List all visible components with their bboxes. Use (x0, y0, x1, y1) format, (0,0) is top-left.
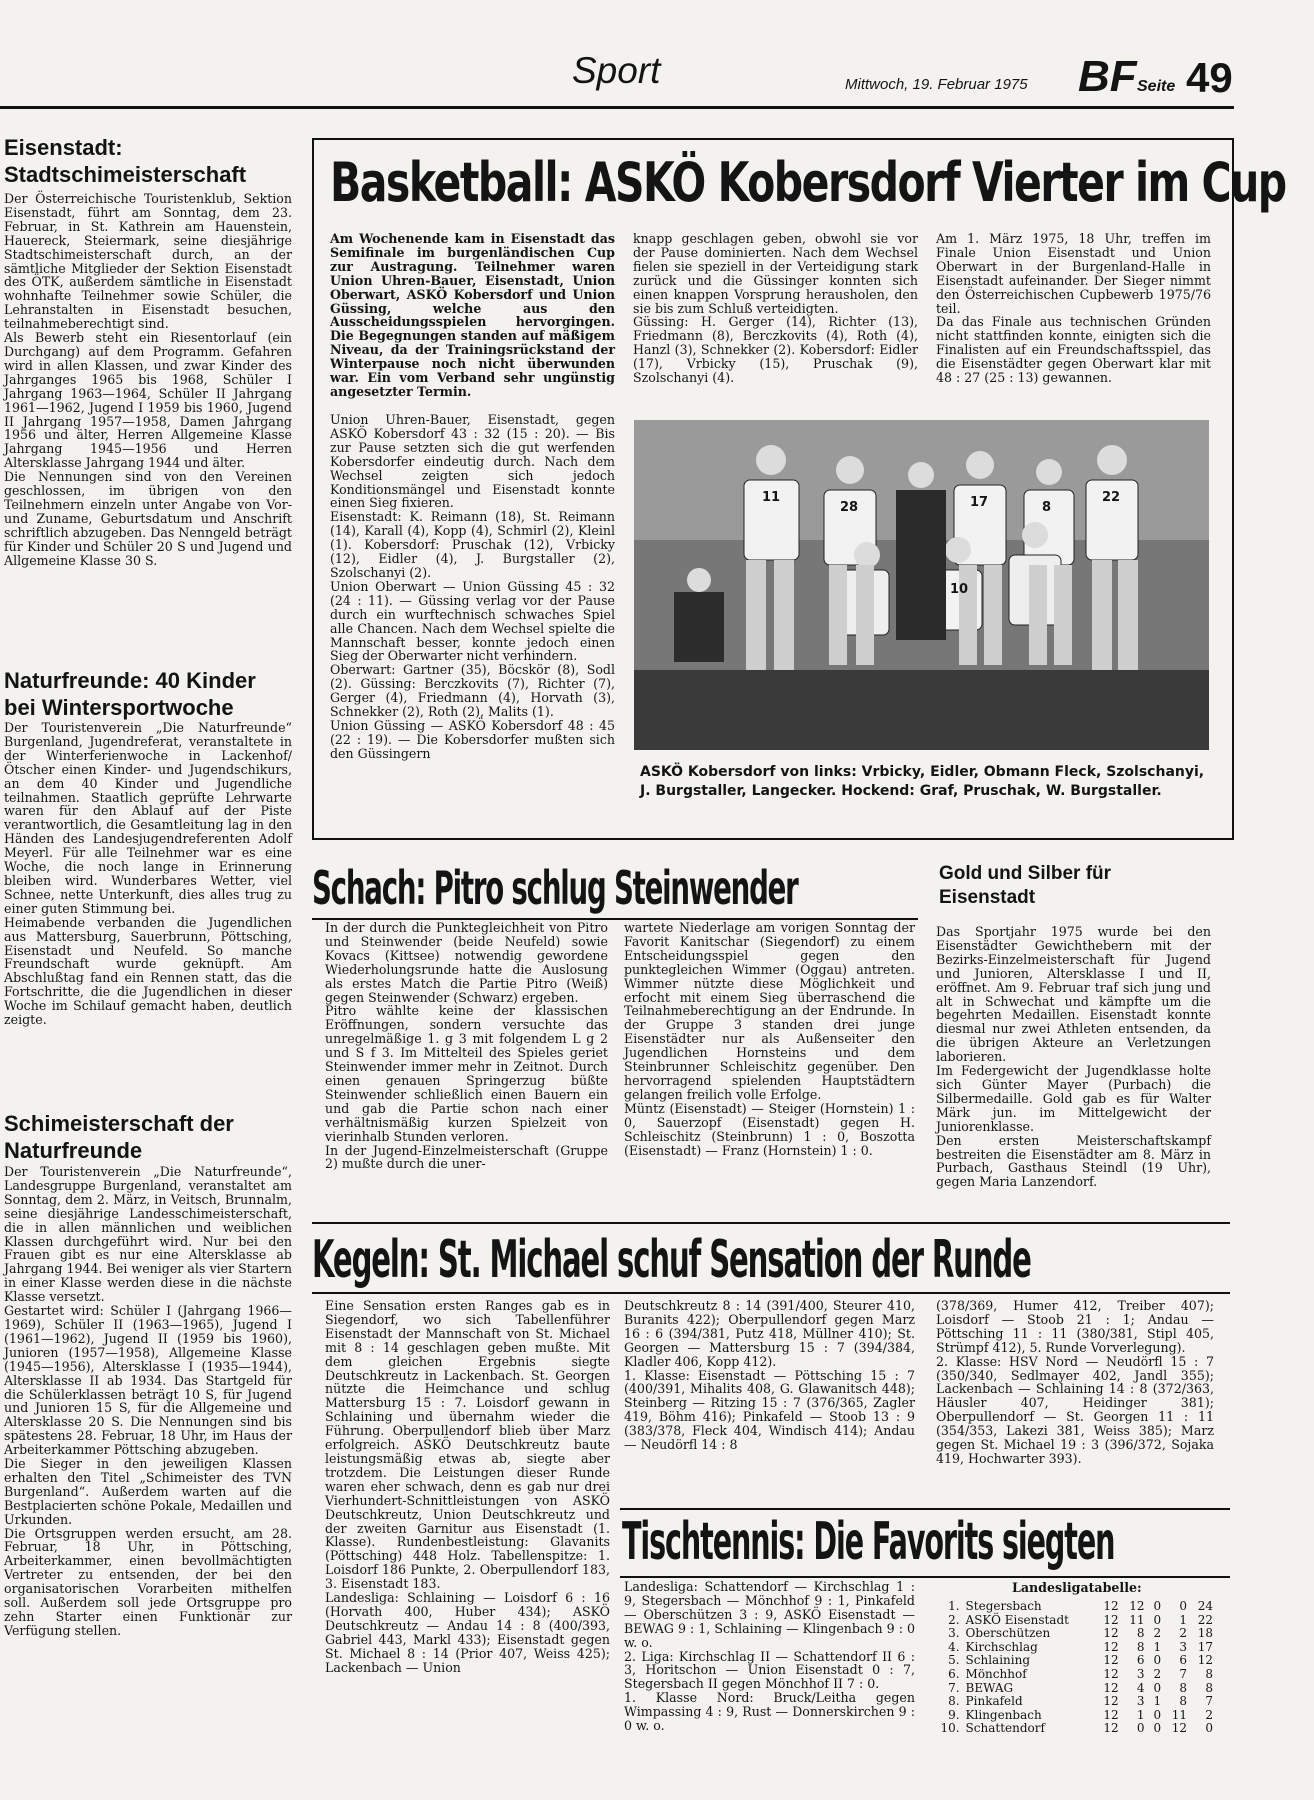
table-cell: 8 (1205, 1680, 1213, 1695)
rule (312, 1292, 1230, 1294)
table-cell: 6 (1136, 1653, 1145, 1668)
headline-kegeln: Kegeln: St. Michael schuf Sensation der Runde (312, 1230, 1031, 1290)
table-cell: 12 (1103, 1694, 1119, 1709)
table-cell: 6. (948, 1666, 960, 1681)
article-naturfreunde-kinder: Der Touristenverein „Die Naturfreunde“ Burgenland, Jugendreferat, veranstaltete in der Winterferienwoche in Lackenhof/Ötscher einen Kinder- und Jugendschikurs, an dem 40 Kinder und Jugendliche teilnahmen. Staatlich geprüfte Lehrwarte waren für den Ablauf auf der Piste verantwortlich, die Gesamtleitung lag in den Händen des Landesjugendreferenten Adolf Meyerl. Für alle Teilnehmer war es eine Woche, die noch lange in Erinnerung bleiben wird. Wunderbares Wetter, viel Schnee, nette Unterkunft, dies alles trug zu einer guten Stimmung bei. Heimabende verbanden die Jugendlichen aus Mattersburg, Sauerbrunn, Pöttsching, Eisenstadt und Neufeld. So manche Freundschaft wurde geknüpft. Am Abschlußtag fand ein Rennen statt, das die Fortschritte, die die Jugendlichen in dieser Woche im Schilauf gemacht haben, deutlich zeigte. (4, 720, 292, 1028)
table-cell: 12 (1103, 1599, 1119, 1613)
table-cell: 12 (1103, 1612, 1119, 1627)
table-cell: 18 (1197, 1626, 1213, 1641)
team-photo (634, 420, 1209, 750)
schach-col2: wartete Niederlage am vorigen Sonntag der Favorit Kanitschar (Siegendorf) zu einem Entscheidungsspiel gegen den punktegleichen Wimmer (Oggau) antreten. Wimmer nützte diese Möglichkeit und erfocht mit einem Sieg überraschend die Teilnahmeberechtigung an der Endrunde. In der Gruppe 3 standen drei junge Eisenstädter nur als Außenseiter den Jugendlichen Hornsteins und dem Steinbrunner Schleischitz gegenüber. Den hervorragend spielenden Hauptstädtern gelangen freilich volle Erfolge. Müntz (Eisenstadt) — Steiger (Hornstein) 1 : 0, Sauerzopf (Eisenstadt) gegen H. Schleischitz (Steinbrunn) 1 : 0, Boszotta (Eisenstadt) — Franz (Hornstein) 1 : 0. (624, 920, 915, 1158)
table-cell: 11 (1129, 1612, 1145, 1627)
table-row (932, 1641, 1216, 1655)
team-name: Pinkafeld (965, 1694, 1023, 1709)
headline-gold-silber: Gold und Silber für Eisenstadt (939, 863, 1112, 908)
table-cell: 12 (1103, 1721, 1119, 1736)
table-cell: 1 (1153, 1639, 1162, 1654)
table-row (932, 1627, 1216, 1641)
table-cell: 2 (1205, 1707, 1213, 1722)
table-cell: 0 (1205, 1721, 1213, 1736)
table-cell: 0 (1136, 1721, 1145, 1736)
table-cell: 22 (1197, 1612, 1213, 1627)
table-cell: 12 (1103, 1707, 1119, 1722)
table-cell: 8. (948, 1694, 960, 1709)
table-cell: 2 (1179, 1626, 1188, 1641)
table-cell: 8 (1205, 1666, 1213, 1681)
schach-col1: In der durch die Punktegleichheit von Pitro und Steinwender (beide Neufeld) sowie Kovacs (Kittsee) notwendig gewordene Wiederholungsrunde hatte die Auslosung als erstes Match die Partie Pitro (Weiß) gegen Steinwender (Schwarz) ergeben. Pitro wählte keine der klassischen Eröffnungen, sondern versuchte das unregelmäßige 1. g 3 mit folgendem L g 2 und S f 3. Im Mittelteil des Spieles geriet Steinwender immer mehr in Zeitnot. Durch einen genauen Springerzug büßte Steinwender schließlich einen Bauern ein und gab die Partie schon nach einer verhältnismäßig kurzen Spielzeit von vierinhalb Stunden verloren. In der Jugend-Einzelmeisterschaft (Gruppe 2) mußte durch die uner- (325, 920, 608, 1172)
table-cell: 1 (1136, 1707, 1145, 1722)
table-cell: 1 (1179, 1612, 1188, 1627)
headline-schimeisterschaft-naturfreunde: Schimeisterschaft der Naturfreunde (4, 1111, 234, 1163)
table-cell: 0 (1153, 1721, 1162, 1736)
table-cell: 8 (1136, 1626, 1145, 1641)
table-cell: 12 (1103, 1639, 1119, 1654)
newspaper-logo: BF (1078, 52, 1137, 101)
table-cell: 8 (1179, 1694, 1188, 1709)
table-row (932, 1695, 1216, 1709)
table-cell: 4. (948, 1639, 960, 1654)
page-label: Seite (1137, 78, 1176, 95)
kegeln-col1: Eine Sensation ersten Ranges gab es in Siegendorf, wo sich Tabellenführer Eisenstadt der Mannschaft von St. Michael mit 8 : 14 geschlagen geben mußte. Mit dem gleichen Ergebnis siegte Deutschkreutz in Lackenbach. St. Georgen nützte die Heimchance und schlug Mattersburg 15 : 7. Loisdorf gewann in Schlaining und übernahm wieder die Führung. Oberpullendorf blieb über Marz erfolgreich. ASKÖ Deutschkreutz baute leistungsmäßig etwas ab, siegte aber trotzdem. Die Leistungen dieser Runde waren eher schwach, denn es gab nur drei Vierhundert-Schnittleistungen von ASKÖ Deutschkreutz, Union Deutschkreutz und der zweiten Garnitur aus Eisenstadt (1. Klasse). Rundenbestleistung: Glavanits (Pöttsching) 448 Holz. Tabellenspitze: 1. Loisdorf 186 Punkte, 2. Oberpullendorf 183, 3. Eisenstadt 183. Landesliga: Schlaining — Loisdorf 6 : 16 (Horvath 400, Huber 434); ASKÖ Deutschkreutz — Andau 14 : 8 (400/393, Gabriel 443, Markl 433); Eisenstadt gegen St. Michael 8 : 14 (Prior 407, Weiss 425); Lackenbach — Union (325, 1298, 610, 1675)
table-cell: 12 (1103, 1626, 1119, 1641)
kegeln-col2: Deutschkreutz 8 : 14 (391/400, Steurer 410, Buranits 422); Oberpullendorf gegen Marz 16 : 6 (394/381, Putz 418, Müllner 410); St. Georgen — Mattersburg 15 : 7 (394/384, Kladler 406, Kopp 412). 1. Klasse: Eisenstadt — Pöttsching 15 : 7 (400/391, Mihalits 408, G. Glawanitsch 448); Steinberg — Ritzing 15 : 7 (376/365, Zagler 419, Böhm 416); Pinkafeld — Stoob 13 : 9 (383/378, Fleck 404, Windisch 414); Andau — Neudörfl 14 : 8 (624, 1298, 915, 1453)
table-cell: 0 (1153, 1680, 1162, 1695)
team-name: Oberschützen (965, 1626, 1051, 1641)
headline-schach: Schach: Pitro schlug Steinwender (312, 861, 798, 915)
table-cell: 3 (1179, 1639, 1188, 1654)
article-schimeisterschaft-naturfreunde: Der Touristenverein „Die Naturfreunde“, Landesgruppe Burgenland, veranstaltet am Sonntag, dem 2. März, in Veitsch, Brunnalm, seine diesjährige Landesschimeisterschaft, die in allen männlichen und weiblichen Klassen durchgeführt wird. Nur bei den Frauen gibt es nur eine Altersklasse ab Jahrgang 1944. Bei weniger als vier Startern in einer Klasse werden diese in die nächste Klasse versetzt. Gestartet wird: Schüler I (Jahrgang 1966—1969), Schüler II (1963—1965), Jugend I (1961—1962), Jugend II (1959 bis 1960), Junioren (1957—1958), Allgemeine Klasse (1945—1956), Altersklasse I (1935—1944), Altersklasse II ab 1934. Das Startgeld für die Schülerklassen beträgt 10 S, für Jugend und Junioren 15 S, für die Allgemeine und Altersklasse 20 S. Die Nennungen sind bis spätestens 28. Februar, 18 Uhr, im Haus der Arbeiterkammer Pöttsching abzugeben. Die Sieger in den jeweiligen Klassen erhalten den Titel „Schimeister des TVN Burgenland“. Außerdem warten auf die Bestplacierten schöne Pokale, Medaillen und Urkunden. Die Ortsgruppen werden ersucht, am 28. Februar, 18 Uhr, in Pöttsching, Arbeiterkammer, einen bevollmächtigten Vertreter zu entsenden, der bei den organisatorischen Vorarbeiten mithelfen soll. Außerdem soll jede Ortsgruppe pro zehn Starter einen Funktionär zur Verfügung stellen. (4, 1164, 292, 1638)
team-name: ASKÖ Eisenstadt (965, 1612, 1069, 1627)
team-name: Klingenbach (965, 1707, 1042, 1722)
table-cell: 0 (1179, 1599, 1188, 1613)
rule (312, 1222, 1230, 1224)
table-row (932, 1682, 1216, 1696)
table-cell: 12 (1103, 1653, 1119, 1668)
basketball-col3: Am 1. März 1975, 18 Uhr, treffen im Finale Union Eisenstadt und Union Oberwart in der Burgenland-Halle in Eisenstadt aufeinander. Der Sieger nimmt den Österreichischen Cupbewerb 1975/76 teil. Da das Finale aus technischen Gründen nicht stattfinden konnte, einigten sich die Finalisten auf ein Freundschaftsspiel, das die Eisenstädter gegen Oberwart klar mit 48 : 27 (25 : 13) gewannen. (936, 231, 1211, 386)
issue-date: Mittwoch, 19. Februar 1975 (845, 76, 1028, 93)
table-cell: 9. (948, 1707, 960, 1722)
table-cell: 11 (1171, 1707, 1188, 1722)
table-cell: 3. (948, 1626, 960, 1641)
jersey-number: 22 (1102, 490, 1121, 505)
table-row (932, 1709, 1216, 1723)
section-title: Sport (572, 50, 661, 91)
headline-tischtennis: Tischtennis: Die Favorits siegten (622, 1512, 1115, 1572)
table-cell: 2 (1153, 1626, 1162, 1641)
table-row (932, 1668, 1216, 1682)
table-cell: 12 (1197, 1653, 1213, 1668)
table-cell: 12 (1103, 1680, 1119, 1695)
table-cell: 8 (1179, 1680, 1188, 1695)
article-stadtschimeisterschaft: Der Österreichische Touristenklub, Sektion Eisenstadt, führt am Sonntag, dem 23. Februar, in St. Kathrein am Hauenstein, Hauereck, Steiermark, seine diesjährige Stadtschimeisterschaft durch, an der sämtliche Mitglieder der Sektion Eisenstadt des ÖTK, außerdem sämtliche in Eisenstadt wohnhafte Teilnehmer sowie Schüler, die Lehranstalten in Eisenstadt besuchen, teilnahmeberechtigt sind. Als Bewerb steht ein Riesentorlauf (ein Durchgang) auf dem Programm. Gefahren wird in allen Klassen, und zwar Kinder des Jahrganges 1965 bis 1968, Schüler I Jahrgang 1963—1964, Schüler II Jahrgang 1961—1962, Jugend I 1959 bis 1960, Jugend II Jahrgang 1957—1958, Damen Jahrgang 1956 und älter, Herren Allgemeine Klasse Jahrgang 1945—1956 und Herren Altersklasse Jahrgang 1944 und älter. Die Nennungen sind von den Vereinen geschlossen, im übrigen von den Teilnehmern einzeln unter Angabe von Vor- und Zuname, Geburtsdatum und Anschrift schriftlich abzugeben. Das Nenngeld beträgt für Kinder und Schüler 20 S und Jugend und Allgemeine Klasse 30 S. (4, 191, 292, 568)
tischtennis-results: Landesliga: Schattendorf — Kirchschlag 1 : 9, Stegersbach — Mönchhof 9 : 1, Pinkafeld — Oberschützen 3 : 9, ASKÖ Eisenstadt — BEWAG 9 : 1, Schlaining — Klingenbach 9 : 0 w. o. 2. Liga: Kirchschlag II — Schattendorf II 6 : 3, Horitschon — Union Eisenstadt 0 : 7, Stegersbach II gegen Mönchhof II 7 : 0. 1. Klasse Nord: Bruck/Leitha gegen Wimpassing 4 : 9, Rust — Donnerskirchen 9 : 0 w. o. (624, 1579, 915, 1734)
table-cell: 0 (1153, 1707, 1162, 1722)
table-row (932, 1654, 1216, 1668)
table-cell: 0 (1153, 1653, 1162, 1668)
team-photo-caption: ASKÖ Kobersdorf von links: Vrbicky, Eidler, Obmann Fleck, Szolschanyi, J. Burgstaller, Langecker. Hockend: Graf, Pruschak, W. Burgstaller. (640, 764, 1205, 799)
table-cell: 1 (1153, 1694, 1162, 1709)
table-cell: 7 (1205, 1694, 1213, 1709)
table-cell: 7 (1179, 1666, 1188, 1681)
table-cell: 4 (1136, 1680, 1145, 1695)
team-name: BEWAG (965, 1680, 1014, 1695)
table-cell: 24 (1197, 1599, 1213, 1613)
table-cell: 12 (1171, 1721, 1188, 1736)
league-table-title: Landesligatabelle: (1012, 1580, 1142, 1595)
jersey-number: 17 (970, 495, 989, 510)
team-name: Schlaining (965, 1653, 1031, 1668)
table-cell: 0 (1153, 1599, 1162, 1613)
team-name: Stegersbach (965, 1599, 1042, 1613)
table-cell: 6 (1179, 1653, 1188, 1668)
basketball-col1: Union Uhren-Bauer, Eisenstadt, gegen ASKÖ Kobersdorf 43 : 32 (15 : 20). — Bis zur Pause setzten sich die gut werfenden Kobersdorfer eindeutig durch. Nach dem Wechsel zeigten sich jedoch Konditionsmängel und Eisenstadt konnte einen Sieg fixieren. Eisenstadt: K. Reimann (18), St. Reimann (14), Karall (4), Kopp (4), Schmirl (2), Kleinl (1). Kobersdorf: Pruschak (12), Vrbicky (12), Eidler (4), J. Burgstaller (2), Szolschanyi (2). Union Oberwart — Union Güssing 45 : 32 (24 : 11). — Güssing verlag vor der Pause durch ein wurftechnisch schwaches Spiel alle Chancen. Nach dem Wechsel spielte die Mannschaft besser, konnte jedoch einen Sieg der Oberwarter nicht verhindern. Oberwart: Gartner (35), Böcskör (8), Sodl (2). Güssing: Berczkovits (7), Richter (7), Gerger (4), Friedmann (4), Horvath (3), Schnekker (2), Roth (2), Malits (1). Union Güssing — ASKÖ Kobersdorf 48 : 45 (22 : 19). — Die Kobersdorfer mußten sich den Güssingern (330, 412, 615, 761)
headline-stadtschimeisterschaft: Eisenstadt: Stadtschimeisterschaft (4, 135, 247, 187)
team-name: Schattendorf (965, 1721, 1045, 1736)
team-name: Kirchschlag (965, 1639, 1038, 1654)
league-table (932, 1600, 1216, 1736)
header-rule (0, 106, 1234, 109)
table-cell: 3 (1136, 1666, 1145, 1681)
basketball-col2: knapp geschlagen geben, obwohl sie vor der Pause dominierten. Nach dem Wechsel fielen sie speziell in der Verteidigung stark zurück und die Güssinger konnten sich einen knappen Vorsprung herausholen, den sie bis zum Schluß verteidigten. Güssing: H. Gerger (14), Richter (13), Friedmann (8), Berczkovits (4), Roth (4), Hanzl (3), Schnekker (2). Kobersdorf: Eidler (17), Vrbicky (15), Pruschak (9), Szolschanyi (4). (633, 231, 918, 386)
jersey-number: 10 (950, 582, 969, 597)
rule (620, 1576, 1230, 1578)
jersey-number: 28 (840, 500, 859, 515)
article-gold-silber: Das Sportjahr 1975 wurde bei den Eisenstädter Gewichthebern mit der Bezirks-Einzelmeisterschaft für Jugend und Junioren, Altersklasse I und II, eröffnet. Am 9. Februar traf sich jung und alt in Schwechat und kämpfte um die begehrten Medaillen. Eisenstadt konnte diesmal nur zwei Athleten entsenden, da die übrigen Akteure an Verletzungen laborieren. Im Federgewicht der Jugendklasse holte sich Günter Mayer (Purbach) die Silbermedaille. Gold gab es für Walter Märk jun. im Mittelgewicht der Juniorenklasse. Den ersten Meisterschaftskampf bestreiten die Eisenstädter am 8. März in Purbach, Gasthaus Steindl (19 Uhr), gegen Maria Lanzendorf. (936, 924, 1211, 1190)
jersey-number: 8 (1042, 500, 1052, 515)
table-cell: 5. (948, 1653, 960, 1668)
table-row (932, 1722, 1216, 1736)
table-cell: 7. (948, 1680, 960, 1695)
table-cell: 12 (1129, 1599, 1145, 1613)
basketball-lead: Am Wochenende kam in Eisenstadt das Semifinale im burgenländischen Cup zur Austragung. Teilnehmer waren Union Uhren-Bauer, Eisenstadt, Union Oberwart, ASKÖ Kobersdorf und Union Güssing, welche aus den Ausscheidungsspielen hervorgingen. Die Begegnungen standen auf mäßigem Niveau, da der Trainingsrückstand der Winterpause noch nicht überwunden war. Ein vom Verband sehr ungünstig angesetzter Termin. (330, 231, 615, 399)
page-number: 49 (1186, 54, 1233, 101)
table-cell: 12 (1103, 1666, 1119, 1681)
table-row (932, 1600, 1216, 1614)
table-cell: 2. (948, 1612, 960, 1627)
table-cell: 17 (1197, 1639, 1213, 1654)
table-cell: 8 (1136, 1639, 1145, 1654)
table-row (932, 1614, 1216, 1628)
kegeln-col3: (378/369, Humer 412, Treiber 407); Loisdorf — Stoob 21 : 1; Andau — Pöttsching 11 : 11 (380/381, Stipl 405, Strümpf 412), 5. Runde Vorverlegung). 2. Klasse: HSV Nord — Neudörfl 15 : 7 (350/340, Sedlmayer 402, Jandl 355); Lackenbach — Schlaining 14 : 8 (372/363, Häusler 407, Heidinger 381); Oberpullendorf — St. Georgen 11 : 11 (354/353, Lakezi 381, Weiss 385); Marz gegen St. Michael 19 : 3 (396/372, Sojaka 419, Hochwarter 393). (936, 1298, 1214, 1466)
table-cell: 1. (948, 1599, 960, 1613)
headline-basketball: Basketball: ASKÖ Kobersdorf Vierter im Cup (330, 151, 1286, 214)
jersey-number: 11 (762, 490, 781, 505)
table-cell: 3 (1136, 1694, 1145, 1709)
table-cell: 2 (1153, 1666, 1162, 1681)
table-cell: 10. (940, 1721, 960, 1736)
team-name: Mönchhof (965, 1666, 1027, 1681)
headline-naturfreunde-kinder: Naturfreunde: 40 Kinder bei Wintersportwoche (4, 668, 256, 720)
table-cell: 0 (1153, 1612, 1162, 1627)
